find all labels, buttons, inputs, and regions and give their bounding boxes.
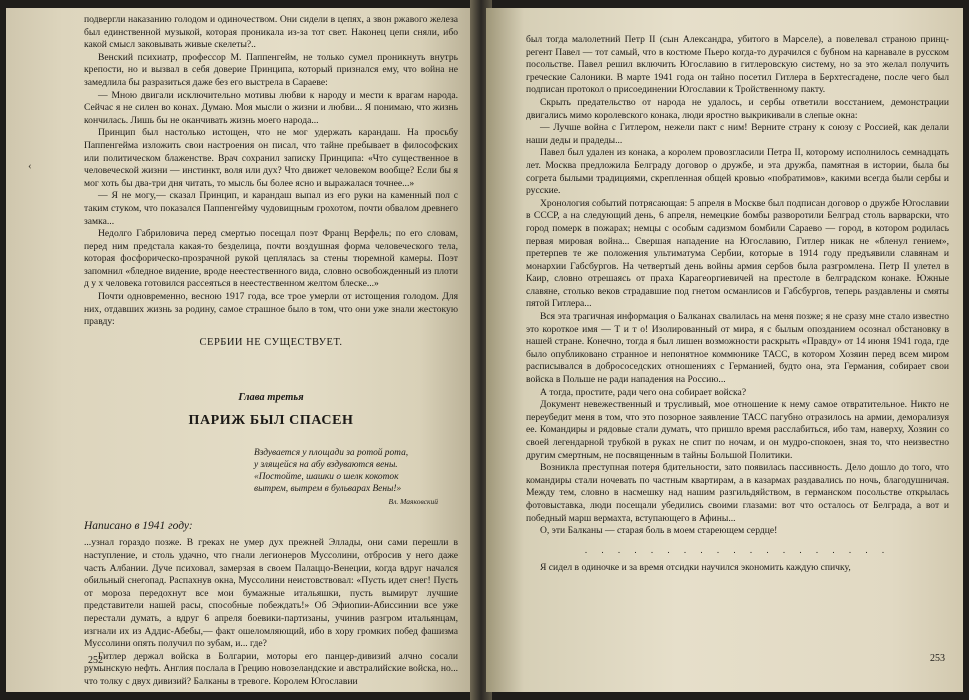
paragraph: — Мною двигали исключительно мотивы любви к народу и мести к врагам народа. Сейчас я не силен во конах. Думаю. Моя мысли о жизни и любви... Я понимаю, что жизнь кончилась. Лишь бы не оканчивать жизнь моего народа... bbox=[84, 89, 458, 126]
epigraph-author: Вл. Маяковский bbox=[388, 496, 438, 506]
paragraph: О, эти Балканы — старая боль в моем стареющем сердце! bbox=[540, 525, 778, 537]
epigraph-line: у злящейся на абу вздуваются вены. bbox=[254, 459, 398, 470]
paragraph: Почти одновременно, весною 1917 года, все трое умерли от истощения голодом. Для них, отдавших жизнь за родину, самое страшное было в том, что они уже знали жестокую правду: bbox=[84, 291, 458, 328]
left-text-bottom bbox=[84, 537, 458, 688]
chapter-title: ПАРИЖ БЫЛ СПАСЕН bbox=[188, 412, 354, 428]
paragraph: Павел был удален из конака, а королем провозгласили Петра II, которому исполнилось семнадцать лет. Москва предложила Белграду договор о дружбе, и эта дружба, памятная в истории, была бы согрета былыми традициями, скрепленная общей кровью «побратимов», какими всегда были сербы и русские. bbox=[526, 147, 949, 197]
chapter-label: Глава третья bbox=[238, 391, 304, 403]
epigraph-line: «Постойте, шашки о шелк кокоток bbox=[254, 471, 399, 482]
paragraph: А тогда, простите, ради чего она собирает войска? bbox=[540, 386, 747, 398]
paragraph: Вся эта трагичная информация о Балканах свалилась на меня позже; я не сразу мне стало известно это короткое имя — Т и т о! Изолированный от мира, я с былым опозданием осознал обстановку в нашей стране. Конечно, тогда я был лишен возможности раскрыть «Правду» от 14 июня 1941 года, где было опубликовано странное и непонятное коммюнике ТАСС, в котором Хозяин перед всем миром расписывался в добрососедских отношениях с Германией, будто она, эта Германия, собирает свои войска в Польше не ради нападения на Россию... bbox=[526, 311, 949, 386]
paragraph: Принцип был настолько истощен, что не мог удержать карандаш. На просьбу Паппенгейма изложить свои настроения он писал, что тайне пребывает в философских или политическом блаженстве. Врач сохранил записку Принципа: «Что существенное в человеческой жизни — инстинкт, воля или дух? Что движет человеком вообще? Если бы я мог хоть бы два-три дня читать, то мысль бы более ясно и выражалася точнее...» bbox=[84, 127, 458, 189]
paragraph: Я сидел в одиночке и за время отсидки научился экономить каждую спичку, bbox=[540, 562, 851, 574]
paragraph: Венский психиатр, профессор М. Паппенгейм, не только сумел проникнуть внутрь крепости, но и вызвал в себя доверие Принципа, который признался ему, что война не замедлила бы разразиться даже без его выстрела в Сараеве: bbox=[84, 51, 458, 88]
epigraph-line: Вздувается у площади за ротой рота, bbox=[254, 447, 409, 458]
page-number: 252 bbox=[88, 655, 103, 666]
serbia-line: СЕРБИИ НЕ СУЩЕСТВУЕТ. bbox=[199, 336, 343, 348]
paragraph: — Я не могу,— сказал Принцип, и карандаш выпал из его руки на каменный пол с таким стуком, что показался Паппенгейму чудовищным грохотом, почти обвалом древнего замка... bbox=[84, 190, 458, 227]
epigraph-line: вытрем, вытрем в бульварах Вены!» bbox=[254, 483, 402, 494]
page-number: 253 bbox=[930, 653, 945, 664]
paragraph: Скрыть предательство от народа не удалось, и сербы ответили восстанием, демонстрации двигались мимо королевского конака, люди яростно выкрикивали в слепые окна: bbox=[526, 96, 949, 121]
right-text bbox=[526, 34, 949, 538]
paragraph: — Лучше война с Гитлером, нежели пакт с ним! Верните страну к союзу с Россией, как делали наши деды и прадеды... bbox=[526, 122, 949, 146]
paragraph: Возникла преступная потеря бдительности, зато появилась пассивность. Дело дошло до того, что командиры стали ночевать по частным квартирам, а в казармах раздавались по ночь, благодушничая. Между тем, словно в насмешку над нашим разгильдяйством, в германском посольстве открылась фотовыставка, люди посещали убедились своими глазами: вот что осталось от Белграда, а вот и победный марш вермахта, вступающего в Афины... bbox=[526, 462, 949, 524]
section-dots: . . . . . . . . . . . . . . . . . . . bbox=[584, 544, 891, 555]
left-page bbox=[6, 8, 476, 692]
paragraph: ...узнал гораздо позже. В греках не умер дух прежней Эллады, они сами перешли в наступление, и столь удачно, что гнали легионеров Муссолини, отбросив у него даже часть Албании. Дуче психовал, замерзая в своем Палаццо-Венеции, когда вдруг начался обильный снегопад. Распахнув окна, Муссолини неистовствовал: «Пусть идет снег! Пусть от мороза передохнут все мои бумажные итальяшки, пусть вымирут лучшие представители нашей расы, способные побеждать!» Об Эфиопии-Абиссинии все уже перестали думать, а вдруг 6 апреля боевики-партизаны, учинив разгром итальянцам, изгнали их из Аддис-Абебы,— факт ошеломляющий, ибо в хору громких побед фашизма Муссолини опять получил по зубам, и... где? bbox=[84, 537, 458, 650]
left-text-top bbox=[84, 14, 458, 329]
paragraph: Гитлер держал войска в Болгарии, моторы его панцер-дивизий алчно сосали румынскую нефть. Англия послала в Грецию новозеландские и австралийские войска, но... что толку с двух дивизий? Балканы в тревоге. Королем Югославии bbox=[84, 650, 458, 687]
paragraph: Недолго Габриловича перед смертью посещал поэт Франц Верфель; по его словам, перед ним предстала какая-то безделица, почти воздушная форма человеческого тела, которая фосфорическо-прозрачной рукой цеплялась за стены тюремной камеры. Поэт запомнил «бледное видение, вроде неестественного вида, словно освобожденный из плоти д у х человека готовился рассеяться в неестественном желтом блеске...» bbox=[84, 228, 458, 290]
paragraph: Хронология событий потрясающая: 5 апреля в Москве был подписан договор о дружбе Югославии в СССР, а на следующий день, 6 апреля, немецкие бомбы разворотили Белград столь варварски, что город померк в пожарах; немцы с особым садизмом бомбили Сараево — город, в котором родилась первая мировая война... Свершая нападение на Югославию, Гитлер никак не «бленул гением», претерпев те же положения ультиматума Сербии, которые в 1914 году предъявили славянам и монархии Габсбургов. На четвертый день войны армия сербов была разгромлена. Петр II улетел в Каир, словно отрешаясь от праха Карагеоргиевичей на престоле в белградском конаке. Южные славяне, столько веков страдавшие под гнетом османлисов и Габсбургов, теперь раздавлены и смяты пятой Гитлера... bbox=[526, 197, 949, 310]
margin-mark: ‹ bbox=[28, 160, 32, 172]
written-heading: Написано в 1941 году: bbox=[84, 519, 193, 532]
right-page bbox=[486, 8, 963, 692]
epigraph bbox=[254, 447, 458, 495]
paragraph: подвергли наказанию голодом и одиночеством. Они сидели в цепях, а звон ржавого железа был единственной музыкой, которая проникала из-за тот свет. Наконец цепи сняли, ибо какой смысл заковывать живые скелеты?.. bbox=[84, 14, 458, 51]
paragraph: Документ невежественный и трусливый, мое отношение к нему самое отвратительное. Никто не переубедит меня в том, что это позорное заявление ТАСС пагубно отразилось на армии, деморализуя ее. Командиры и рядовые стали думать, что пришло время расслабиться, ибо там, наверху, Хозяин со своей легендарной трубкой в руках не спит по ночам, и он мудро-спокоен, зная то, что неизвестно другим смертным, не посвященным в тайны Большой Политики. bbox=[526, 399, 949, 461]
paragraph: был тогда малолетний Петр II (сын Александра, убитого в Марселе), а повелевал страною принц-регент Павел — тот самый, что в костюме Пьеро когда-то дурачился с бубном на карнавале в русском посольстве. Павел решил включить Югославию в гитлеровскую систему, но за это желал получить греческие Салоники. В марте 1941 года он тайно посетил Гитлера в Берхтесгадене, после чего был подписан протокол о присоединении Югославии к Тройственному пакту. bbox=[526, 34, 949, 96]
